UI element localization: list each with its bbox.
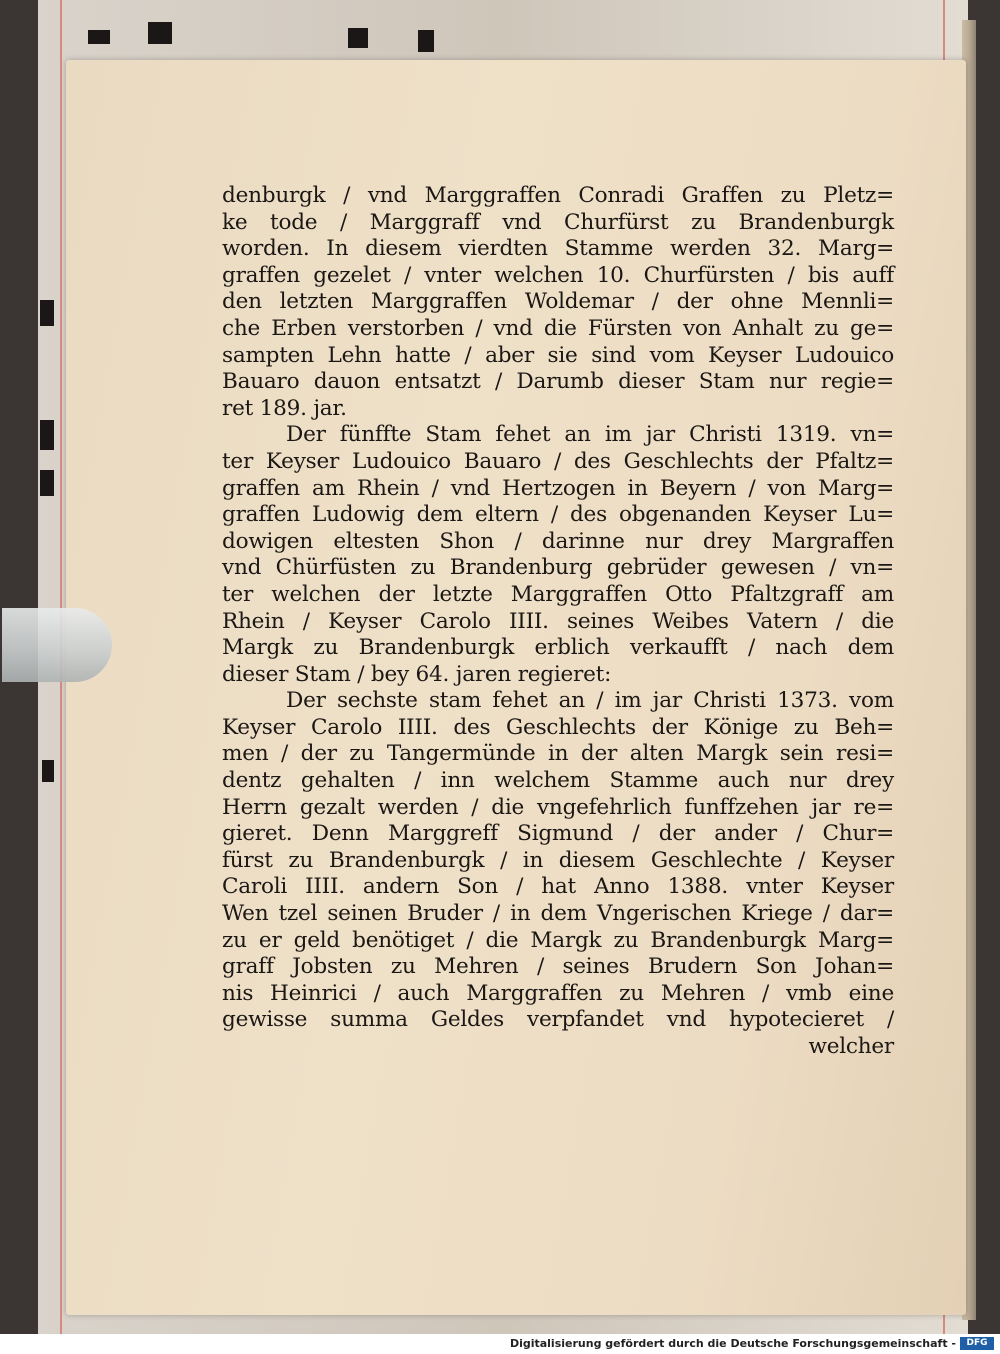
- text-line: Rhein / Keyser Carolo IIII. seines Weibes Vatern / die: [222, 608, 894, 634]
- binding-mark: [40, 300, 54, 326]
- text-line: Caroli IIII. andern Son / hat Anno 1388. vnter Keyser: [222, 874, 894, 900]
- binding-mark: [148, 22, 172, 44]
- binding-mark: [88, 30, 110, 44]
- text-line: Bauaro dauon entsatzt / Darumb dieser Stam nur regie=: [222, 369, 894, 395]
- text-line: zu er geld benötiget / die Margk zu Brandenburgk Marg=: [222, 927, 894, 953]
- text-line: nis Heinrici / auch Marggraffen zu Mehren / vmb eine: [222, 980, 894, 1006]
- text-line: ret 189. jar.: [222, 395, 347, 421]
- catchword: welcher: [808, 1034, 894, 1059]
- paragraph-start-line: Der sechste stam fehet an / im jar Christi 1373. vom: [286, 688, 894, 714]
- binding-mark: [42, 760, 54, 782]
- text-line: den letzten Marggraffen Woldemar / der ohne Mennli=: [222, 289, 894, 315]
- body-text: [222, 183, 894, 1061]
- page-clip: [2, 608, 112, 682]
- text-line: gieret. Denn Marggreff Sigmund / der ander / Chur=: [222, 821, 894, 847]
- text-line: dieser Stam / bey 64. jaren regieret:: [222, 661, 612, 687]
- text-line: denburgk / vnd Marggraffen Conradi Graffen zu Pletz=: [222, 183, 894, 208]
- text-line: Herrn gezalt werden / die vngefehrlich funffzehen jar re=: [222, 794, 894, 820]
- text-line: ter welchen der letzte Marggraffen Otto Pfaltzgraff am: [222, 581, 894, 607]
- paragraph-start-line: Der fünffte Stam fehet an im jar Christi 1319. vn=: [286, 422, 894, 448]
- text-line: vnd Chürfüsten zu Brandenburg gebrüder gewesen / vn=: [222, 555, 894, 581]
- text-line: dowigen eltesten Shon / darinne nur drey Margraffen: [222, 528, 894, 554]
- text-line: graffen am Rhein / vnd Hertzogen in Beyern / von Marg=: [222, 475, 894, 501]
- funding-credit: Digitalisierung gefördert durch die Deutsche Forschungsgemeinschaft -: [509, 1337, 956, 1350]
- text-line: sampten Lehn hatte / aber sie sind vom Keyser Ludouico: [222, 342, 894, 368]
- dfg-logo: DFG: [960, 1337, 994, 1350]
- text-line: worden. In diesem vierdten Stamme werden 32. Marg=: [222, 236, 894, 262]
- footer-bar: [0, 1334, 1000, 1354]
- binding-mark: [348, 28, 368, 48]
- text-line: ke tode / Marggraff vnd Churfürst zu Brandenburgk: [222, 209, 894, 235]
- text-line: graffen gezelet / vnter welchen 10. Churfürsten / bis auff: [222, 262, 894, 288]
- binding-mark: [40, 470, 54, 496]
- text-line: che Erben verstorben / vnd die Fürsten von Anhalt zu ge=: [222, 315, 894, 341]
- text-line: graff Jobsten zu Mehren / seines Brudern Son Johan=: [222, 954, 894, 980]
- text-line: men / der zu Tangermünde in der alten Margk sein resi=: [222, 741, 894, 767]
- text-line: ter Keyser Ludouico Bauaro / des Geschlechts der Pfaltz=: [222, 448, 894, 474]
- text-line: Wen tzel seinen Bruder / in dem Vngerischen Kriege / dar=: [222, 901, 894, 927]
- text-line: fürst zu Brandenburgk / in diesem Geschlechte / Keyser: [222, 847, 894, 873]
- text-line: dentz gehalten / inn welchem Stamme auch nur drey: [222, 768, 894, 794]
- text-line: graffen Ludowig dem eltern / des obgenanden Keyser Lu=: [222, 502, 894, 528]
- binding-mark: [418, 30, 434, 52]
- binding-mark: [40, 420, 54, 450]
- text-line: Keyser Carolo IIII. des Geschlechts der Könige zu Beh=: [222, 714, 894, 740]
- text-line: gewisse summa Geldes verpfandet vnd hypotecieret /: [222, 1007, 894, 1033]
- text-line: Margk zu Brandenburgk erblich verkaufft / nach dem: [222, 635, 894, 661]
